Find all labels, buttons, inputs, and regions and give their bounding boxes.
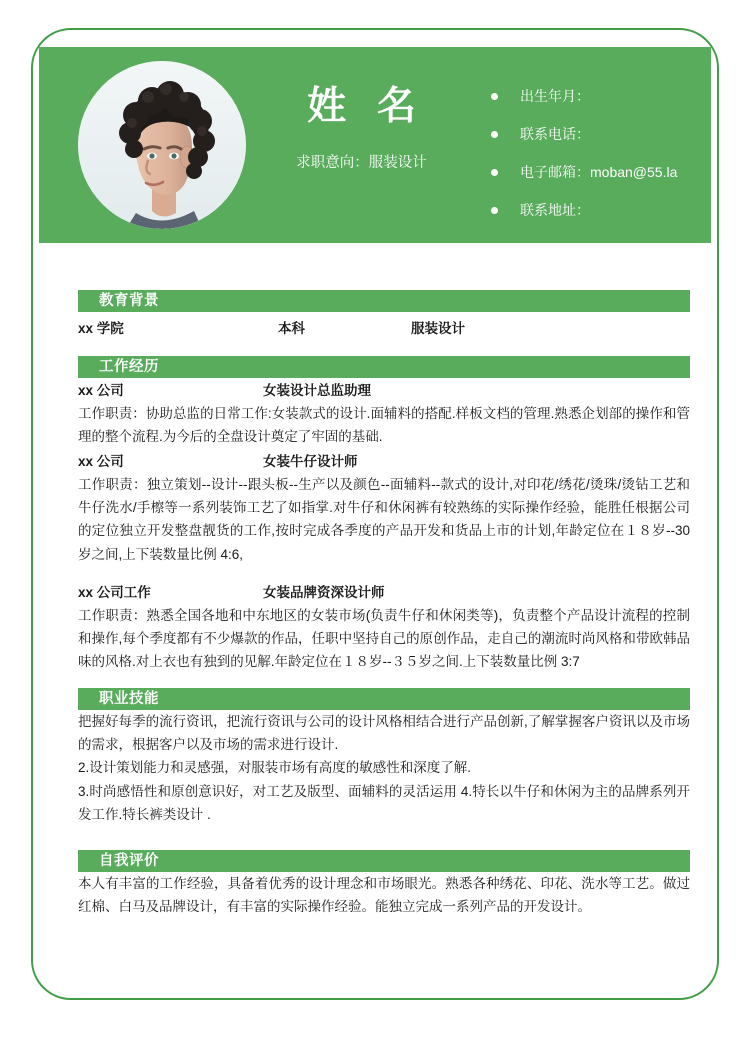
job-entry xyxy=(78,580,690,674)
contact-label: 出生年月： xyxy=(520,88,590,104)
contact-item-phone xyxy=(491,115,677,153)
job-objective: 求职意向：服装设计 xyxy=(296,154,427,171)
skills-line: 3.时尚感悟性和原创意识好，对工艺及版型、面辅料的灵活运用 4.特长以牛仔和休闲为主的品牌系列开发工作.特长裤类设计 . xyxy=(78,783,690,822)
job-heading xyxy=(78,450,690,473)
contact-label: 电子邮箱：moban@55.la xyxy=(520,164,678,180)
section-header-work xyxy=(78,356,690,378)
job-duties: 工作职责：协助总监的日常工作:女装款式的设计.面辅料的搭配.样板文档的管理.熟悉企划部的操作和管理的整个流程.为今后的全盘设计奠定了牢固的基础. xyxy=(78,406,690,445)
job-heading xyxy=(78,581,690,604)
section-title: 教育背景 xyxy=(99,292,159,309)
avatar xyxy=(78,61,246,229)
section-title: 工作经历 xyxy=(99,358,159,375)
bullet-dot-icon xyxy=(491,169,498,176)
section-evaluation xyxy=(78,850,690,918)
bullet-dot-icon xyxy=(491,131,498,138)
job-company: xx 公司工作 xyxy=(78,584,151,600)
evaluation-line: 本人有丰富的工作经验，具备着优秀的设计理念和市场眼光。熟悉各种绣花、印花、洗水等工艺。做过红棉、白马及品牌设计，有丰富的实际操作经验。能独立完成一系列产品的开发设计。 xyxy=(78,876,690,915)
contact-item-email xyxy=(491,153,677,191)
job-entry xyxy=(78,378,690,449)
education-school: xx 学院 xyxy=(78,321,124,336)
job-company: xx 公司 xyxy=(78,383,124,398)
job-position: 女装牛仔设计师 xyxy=(263,453,358,469)
section-header-education xyxy=(78,290,690,312)
skills-line: 2.设计策划能力和灵感强，对服装市场有高度的敏感性和深度了解. xyxy=(78,760,472,776)
job-entry xyxy=(78,449,690,566)
candidate-name: 姓 名 xyxy=(307,85,426,128)
education-row xyxy=(78,312,690,339)
job-position: 女装设计总监助理 xyxy=(263,383,371,398)
spacer xyxy=(78,566,690,580)
contact-item-birthdate xyxy=(491,77,677,115)
contact-label: 联系电话： xyxy=(520,126,590,142)
section-title: 自我评价 xyxy=(99,852,159,869)
section-work xyxy=(78,356,690,674)
bullet-dot-icon xyxy=(491,93,498,100)
contact-label: 联系地址： xyxy=(520,202,590,218)
job-heading xyxy=(78,379,690,402)
contact-item-address xyxy=(491,191,677,229)
section-education xyxy=(78,290,690,339)
identity-block xyxy=(254,87,469,173)
education-major: 服装设计 xyxy=(411,321,465,336)
section-skills xyxy=(78,688,690,826)
skills-line: 把握好每季的流行资讯，把流行资讯与公司的设计风格相结合进行产品创新,了解掌握客户资讯以及市场的需求，根据客户以及市场的需求进行设计. xyxy=(78,714,690,753)
education-degree: 本科 xyxy=(278,321,305,336)
bullet-dot-icon xyxy=(491,207,498,214)
job-company: xx 公司 xyxy=(78,453,124,469)
section-header-evaluation xyxy=(78,850,690,872)
resume-header xyxy=(39,47,711,243)
section-title: 职业技能 xyxy=(99,690,159,707)
job-duties: 工作职责：熟悉全国各地和中东地区的女装市场(负责牛仔和休闲类等)，负责整个产品设计流程的控制和操作,每个季度都有不少爆款的作品，任职中坚持自己的原创作品，走自己的潮流时尚风格和带欧韩品味的风格.对上衣也有独到的见解.年龄定位在１８岁--３５岁之间.上下装数量比例 3:7 xyxy=(78,607,690,670)
portrait-photo-icon xyxy=(78,61,246,229)
job-duties: 工作职责：独立策划--设计--跟头板--生产以及颜色--面辅料--款式的设计,对印花/绣花/烫珠/烫钻工艺和牛仔洗水/手檫等一系列装饰工艺了如指掌.对牛仔和休闲裤有较熟练的实际操作经验，能胜任根据公司的定位独立开发整盘靓货的工作,按时完成各季度的产品开发和货品上市的计划,年龄定位在１８岁--30 岁之间,上下装数量比例 4:6, xyxy=(78,476,690,562)
contact-list xyxy=(491,77,677,229)
job-position: 女装品牌资深设计师 xyxy=(263,584,385,600)
section-header-skills xyxy=(78,688,690,710)
